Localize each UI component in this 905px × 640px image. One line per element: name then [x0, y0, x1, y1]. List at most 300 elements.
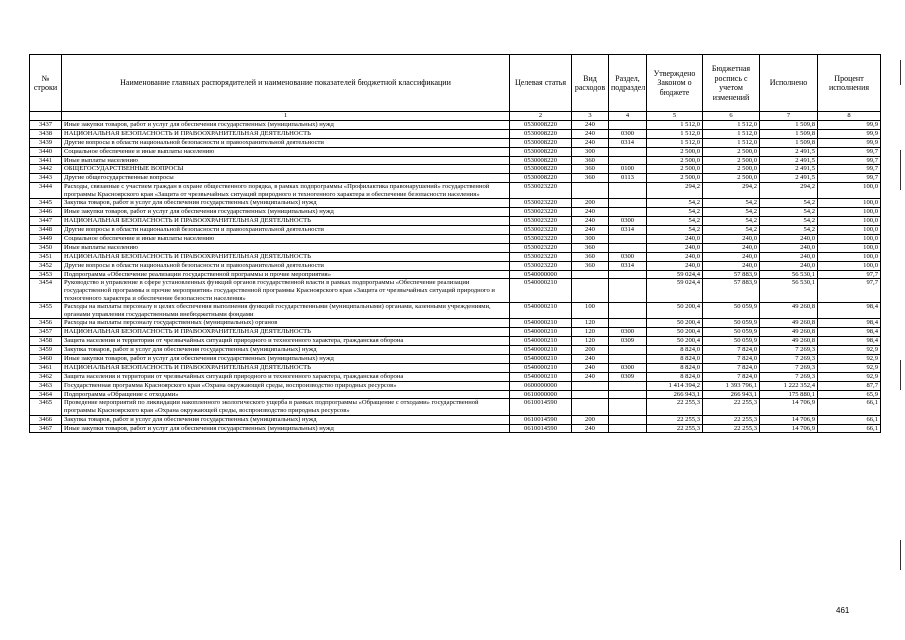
- row-planned: 294,2: [703, 183, 760, 199]
- row-expense-type: [572, 270, 609, 279]
- row-percent: 100,0: [818, 234, 881, 243]
- row-executed: 7 269,3: [760, 354, 818, 363]
- row-number: 3458: [30, 337, 62, 346]
- header-executed: Исполнено: [760, 55, 818, 112]
- row-expense-type: 360: [572, 156, 609, 165]
- row-executed: 54,2: [760, 217, 818, 226]
- row-number: 3453: [30, 270, 62, 279]
- row-executed: 1 509,8: [760, 129, 818, 138]
- row-planned: 1 512,0: [703, 129, 760, 138]
- table-row: [30, 174, 881, 183]
- table-row: [30, 156, 881, 165]
- row-number: 3439: [30, 138, 62, 147]
- row-percent: 92,9: [818, 354, 881, 363]
- row-target-article: 0530023220: [510, 183, 572, 199]
- row-name: Расходы на выплаты персоналу в целях обеспечения выполнения функций государственными (муниципальными) органами, казенными учреждениями, органами управления государственными внебюджетными фондами: [62, 303, 510, 319]
- row-target-article: 0540000210: [510, 363, 572, 372]
- row-percent: 99,7: [818, 165, 881, 174]
- row-approved: 59 024,4: [647, 279, 703, 303]
- scan-edge-line: [900, 150, 901, 190]
- row-section: [609, 147, 647, 156]
- row-planned: 7 824,0: [703, 372, 760, 381]
- row-expense-type: 120: [572, 337, 609, 346]
- row-planned: 1 512,0: [703, 121, 760, 130]
- row-expense-type: 300: [572, 234, 609, 243]
- row-expense-type: 240: [572, 354, 609, 363]
- row-target-article: 0610014590: [510, 415, 572, 424]
- row-approved: 50 200,4: [647, 303, 703, 319]
- row-name: Иные закупки товаров, работ и услуг для обеспечения государственных (муниципальных) нужд: [62, 424, 510, 433]
- table-row: [30, 346, 881, 355]
- table-row: [30, 372, 881, 381]
- page-number: 461: [836, 606, 850, 615]
- row-percent: 100,0: [818, 252, 881, 261]
- row-name: НАЦИОНАЛЬНАЯ БЕЗОПАСНОСТЬ И ПРАВООХРАНИТЕЛЬНАЯ ДЕЯТЕЛЬНОСТЬ: [62, 328, 510, 337]
- row-target-article: 0530023220: [510, 252, 572, 261]
- header-name: Наименование главных распорядителей и наименование показателей бюджетной классификации: [62, 55, 510, 112]
- row-number: 3466: [30, 415, 62, 424]
- row-number: 3438: [30, 129, 62, 138]
- row-executed: 1 509,8: [760, 138, 818, 147]
- row-section: [609, 424, 647, 433]
- row-name: Закупка товаров, работ и услуг для обеспечения государственных (муниципальных) нужд: [62, 415, 510, 424]
- table-row: [30, 399, 881, 415]
- row-name: Проведение мероприятий по ликвидации накопленного экологического ущерба в рамках подпрограммы «Обращение с отходами» государственной программы Красноярского края «Охрана окружающей среды, воспроизводство природных ресурсов»: [62, 399, 510, 415]
- row-name: Другие общегосударственные вопросы: [62, 174, 510, 183]
- row-approved: 8 824,0: [647, 363, 703, 372]
- row-target-article: 0540000000: [510, 270, 572, 279]
- row-expense-type: 120: [572, 319, 609, 328]
- row-section: [609, 270, 647, 279]
- row-approved: 1 414 394,2: [647, 381, 703, 390]
- row-approved: 50 200,4: [647, 337, 703, 346]
- table-row: [30, 328, 881, 337]
- table-row: [30, 243, 881, 252]
- row-approved: 1 512,0: [647, 121, 703, 130]
- row-percent: 99,7: [818, 174, 881, 183]
- budget-execution-table: [29, 54, 881, 433]
- row-section: [609, 279, 647, 303]
- row-section: [609, 346, 647, 355]
- row-target-article: 0530023220: [510, 261, 572, 270]
- row-executed: 49 260,8: [760, 303, 818, 319]
- row-planned: 50 059,9: [703, 303, 760, 319]
- row-section: 0314: [609, 261, 647, 270]
- column-number: 8: [818, 112, 881, 121]
- table-row: [30, 226, 881, 235]
- header-expense-type: Вид расходов: [572, 55, 609, 112]
- row-approved: 294,2: [647, 183, 703, 199]
- row-target-article: 0610014590: [510, 399, 572, 415]
- row-number: 3446: [30, 208, 62, 217]
- row-expense-type: 240: [572, 226, 609, 235]
- row-name: Иные закупки товаров, работ и услуг для обеспечения государственных (муниципальных) нужд: [62, 208, 510, 217]
- row-percent: 98,4: [818, 303, 881, 319]
- row-target-article: 0530008220: [510, 174, 572, 183]
- row-target-article: 0610000000: [510, 390, 572, 399]
- row-percent: 99,7: [818, 147, 881, 156]
- column-number: 4: [609, 112, 647, 121]
- row-expense-type: 120: [572, 328, 609, 337]
- column-number: 7: [760, 112, 818, 121]
- row-target-article: 0530023220: [510, 243, 572, 252]
- row-section: 0300: [609, 363, 647, 372]
- row-planned: 1 512,0: [703, 138, 760, 147]
- row-executed: 56 530,1: [760, 270, 818, 279]
- row-expense-type: 200: [572, 199, 609, 208]
- row-planned: 22 255,3: [703, 415, 760, 424]
- row-approved: 8 824,0: [647, 372, 703, 381]
- row-number: 3449: [30, 234, 62, 243]
- row-planned: 50 059,9: [703, 319, 760, 328]
- row-expense-type: 360: [572, 243, 609, 252]
- column-number: 6: [703, 112, 760, 121]
- row-name: Подпрограмма «Обращение с отходами»: [62, 390, 510, 399]
- row-planned: 240,0: [703, 243, 760, 252]
- row-planned: 1 393 796,1: [703, 381, 760, 390]
- row-expense-type: 240: [572, 121, 609, 130]
- row-number: 3455: [30, 303, 62, 319]
- row-name: НАЦИОНАЛЬНАЯ БЕЗОПАСНОСТЬ И ПРАВООХРАНИТЕЛЬНАЯ ДЕЯТЕЛЬНОСТЬ: [62, 217, 510, 226]
- row-target-article: 0530008220: [510, 147, 572, 156]
- row-planned: 57 883,9: [703, 279, 760, 303]
- row-expense-type: [572, 279, 609, 303]
- table-row: [30, 279, 881, 303]
- row-approved: 240,0: [647, 243, 703, 252]
- row-approved: 22 255,3: [647, 415, 703, 424]
- row-number: 3437: [30, 121, 62, 130]
- column-number: 2: [510, 112, 572, 121]
- budget-table-container: [29, 54, 880, 433]
- row-planned: 22 255,3: [703, 424, 760, 433]
- row-name: Иные закупки товаров, работ и услуг для обеспечения государственных (муниципальных) нужд: [62, 121, 510, 130]
- row-name: Социальное обеспечение и иные выплаты населению: [62, 234, 510, 243]
- row-planned: 2 500,0: [703, 165, 760, 174]
- row-approved: 22 255,3: [647, 424, 703, 433]
- row-executed: 2 491,5: [760, 165, 818, 174]
- row-expense-type: 240: [572, 424, 609, 433]
- row-percent: 66,1: [818, 424, 881, 433]
- row-section: 0309: [609, 337, 647, 346]
- table-row: [30, 165, 881, 174]
- table-row: [30, 199, 881, 208]
- row-number: 3457: [30, 328, 62, 337]
- row-name: Социальное обеспечение и иные выплаты населению: [62, 147, 510, 156]
- row-percent: 100,0: [818, 208, 881, 217]
- row-approved: 2 500,0: [647, 147, 703, 156]
- row-target-article: 0530008220: [510, 156, 572, 165]
- header-target-article: Целевая статья: [510, 55, 572, 112]
- row-name: Подпрограмма «Обеспечение реализации государственной программы и прочие мероприятия»: [62, 270, 510, 279]
- row-number: 3443: [30, 174, 62, 183]
- row-section: [609, 399, 647, 415]
- table-row: [30, 381, 881, 390]
- row-executed: 49 260,8: [760, 319, 818, 328]
- column-number: 1: [62, 112, 510, 121]
- row-number: 3442: [30, 165, 62, 174]
- row-target-article: 0530008220: [510, 138, 572, 147]
- row-percent: 97,7: [818, 279, 881, 303]
- row-expense-type: 100: [572, 303, 609, 319]
- row-approved: 240,0: [647, 234, 703, 243]
- row-target-article: 0540000210: [510, 328, 572, 337]
- table-row: [30, 270, 881, 279]
- row-executed: 2 491,5: [760, 174, 818, 183]
- column-number-blank: [30, 112, 62, 121]
- row-executed: 7 269,3: [760, 372, 818, 381]
- row-target-article: 0530023220: [510, 234, 572, 243]
- row-target-article: 0530008220: [510, 121, 572, 130]
- row-target-article: 0530023220: [510, 226, 572, 235]
- table-row: [30, 415, 881, 424]
- row-executed: 54,2: [760, 199, 818, 208]
- table-row: [30, 303, 881, 319]
- row-percent: 100,0: [818, 261, 881, 270]
- row-percent: 100,0: [818, 243, 881, 252]
- row-target-article: 0540000210: [510, 303, 572, 319]
- row-number: 3444: [30, 183, 62, 199]
- row-target-article: 0530008220: [510, 165, 572, 174]
- row-expense-type: 360: [572, 261, 609, 270]
- row-name: НАЦИОНАЛЬНАЯ БЕЗОПАСНОСТЬ И ПРАВООХРАНИТЕЛЬНАЯ ДЕЯТЕЛЬНОСТЬ: [62, 363, 510, 372]
- column-number: 3: [572, 112, 609, 121]
- row-percent: 97,7: [818, 270, 881, 279]
- row-percent: 100,0: [818, 183, 881, 199]
- scan-edge-line: [900, 60, 901, 85]
- row-name: Государственная программа Красноярского края «Охрана окружающей среды, воспроизводство природных ресурсов»: [62, 381, 510, 390]
- row-number: 3463: [30, 381, 62, 390]
- row-approved: 240,0: [647, 252, 703, 261]
- row-executed: 2 491,5: [760, 156, 818, 165]
- row-expense-type: 360: [572, 252, 609, 261]
- row-number: 3448: [30, 226, 62, 235]
- row-section: 0300: [609, 328, 647, 337]
- row-planned: 266 943,1: [703, 390, 760, 399]
- row-expense-type: 240: [572, 363, 609, 372]
- row-approved: 2 500,0: [647, 156, 703, 165]
- row-section: 0309: [609, 372, 647, 381]
- header-row-number: № строки: [30, 55, 62, 112]
- row-target-article: 0540000210: [510, 279, 572, 303]
- row-planned: 7 824,0: [703, 346, 760, 355]
- row-number: 3461: [30, 363, 62, 372]
- header-section: Раздел, подраздел: [609, 55, 647, 112]
- table-row: [30, 208, 881, 217]
- row-planned: 7 824,0: [703, 363, 760, 372]
- table-row: [30, 424, 881, 433]
- row-approved: 54,2: [647, 217, 703, 226]
- row-number: 3456: [30, 319, 62, 328]
- row-name: ОБЩЕГОСУДАРСТВЕННЫЕ ВОПРОСЫ: [62, 165, 510, 174]
- row-executed: 7 269,3: [760, 363, 818, 372]
- row-number: 3451: [30, 252, 62, 261]
- row-name: Расходы на выплаты персоналу государственных (муниципальных) органов: [62, 319, 510, 328]
- row-percent: 99,7: [818, 156, 881, 165]
- table-row: [30, 138, 881, 147]
- row-name: Другие вопросы в области национальной безопасности и правоохранительной деятельности: [62, 261, 510, 270]
- row-executed: 1 222 352,4: [760, 381, 818, 390]
- row-approved: 266 943,1: [647, 390, 703, 399]
- row-section: 0314: [609, 226, 647, 235]
- row-section: 0300: [609, 252, 647, 261]
- row-percent: 92,9: [818, 346, 881, 355]
- row-number: 3454: [30, 279, 62, 303]
- row-name: Расходы, связанные с участием граждан в охране общественного порядка, в рамках подпрограммы «Профилактика правонарушений» государственной программы Красноярского края «Защита от чрезвычайных ситуаций природного и техногенного характера и обеспечение безопасности населения»: [62, 183, 510, 199]
- table-row: [30, 183, 881, 199]
- row-expense-type: 240: [572, 138, 609, 147]
- row-planned: 54,2: [703, 208, 760, 217]
- row-section: 0314: [609, 138, 647, 147]
- row-expense-type: 240: [572, 372, 609, 381]
- row-planned: 50 059,9: [703, 328, 760, 337]
- row-planned: 2 500,0: [703, 156, 760, 165]
- row-section: [609, 415, 647, 424]
- row-executed: 14 706,9: [760, 424, 818, 433]
- row-executed: 7 269,3: [760, 346, 818, 355]
- row-executed: 294,2: [760, 183, 818, 199]
- row-expense-type: 200: [572, 415, 609, 424]
- row-planned: 50 059,9: [703, 337, 760, 346]
- row-target-article: 0530023220: [510, 217, 572, 226]
- row-executed: 1 509,8: [760, 121, 818, 130]
- row-approved: 1 512,0: [647, 129, 703, 138]
- row-executed: 49 260,8: [760, 337, 818, 346]
- row-section: 0300: [609, 129, 647, 138]
- table-row: [30, 234, 881, 243]
- row-percent: 92,9: [818, 363, 881, 372]
- row-target-article: 0540000210: [510, 346, 572, 355]
- row-number: 3459: [30, 346, 62, 355]
- row-section: [609, 303, 647, 319]
- table-row: [30, 252, 881, 261]
- table-row: [30, 363, 881, 372]
- row-target-article: 0530023220: [510, 199, 572, 208]
- row-expense-type: 360: [572, 165, 609, 174]
- row-target-article: 0540000210: [510, 372, 572, 381]
- row-number: 3464: [30, 390, 62, 399]
- row-section: [609, 243, 647, 252]
- row-name: Иные закупки товаров, работ и услуг для обеспечения государственных (муниципальных) нужд: [62, 354, 510, 363]
- row-section: [609, 234, 647, 243]
- row-percent: 99,9: [818, 121, 881, 130]
- row-percent: 100,0: [818, 199, 881, 208]
- row-name: НАЦИОНАЛЬНАЯ БЕЗОПАСНОСТЬ И ПРАВООХРАНИТЕЛЬНАЯ ДЕЯТЕЛЬНОСТЬ: [62, 129, 510, 138]
- row-section: 0300: [609, 217, 647, 226]
- row-section: [609, 121, 647, 130]
- row-name: Другие вопросы в области национальной безопасности и правоохранительной деятельности: [62, 138, 510, 147]
- row-planned: 240,0: [703, 252, 760, 261]
- row-section: [609, 381, 647, 390]
- row-executed: 14 706,9: [760, 399, 818, 415]
- row-executed: 175 880,1: [760, 390, 818, 399]
- row-planned: 54,2: [703, 199, 760, 208]
- row-expense-type: 240: [572, 129, 609, 138]
- row-executed: 49 260,8: [760, 328, 818, 337]
- table-body: [30, 121, 881, 433]
- header-percent: Процент исполнения: [818, 55, 881, 112]
- row-expense-type: 240: [572, 217, 609, 226]
- row-name: Другие вопросы в области национальной безопасности и правоохранительной деятельности: [62, 226, 510, 235]
- row-planned: 57 883,9: [703, 270, 760, 279]
- row-approved: 2 500,0: [647, 165, 703, 174]
- row-approved: 50 200,4: [647, 319, 703, 328]
- row-planned: 22 255,3: [703, 399, 760, 415]
- row-approved: 59 024,4: [647, 270, 703, 279]
- column-number-row: [30, 112, 881, 121]
- row-section: [609, 354, 647, 363]
- table-row: [30, 217, 881, 226]
- row-percent: 92,9: [818, 372, 881, 381]
- scan-edge-line: [900, 540, 901, 570]
- row-number: 3447: [30, 217, 62, 226]
- row-executed: 14 706,9: [760, 415, 818, 424]
- row-approved: 1 512,0: [647, 138, 703, 147]
- table-row: [30, 354, 881, 363]
- row-percent: 98,4: [818, 328, 881, 337]
- row-section: 0100: [609, 165, 647, 174]
- row-percent: 98,4: [818, 337, 881, 346]
- row-section: [609, 156, 647, 165]
- row-percent: 99,9: [818, 138, 881, 147]
- row-planned: 54,2: [703, 217, 760, 226]
- row-expense-type: [572, 399, 609, 415]
- row-percent: 65,9: [818, 390, 881, 399]
- row-approved: 50 200,4: [647, 328, 703, 337]
- row-approved: 54,2: [647, 226, 703, 235]
- row-expense-type: [572, 183, 609, 199]
- column-number: 5: [647, 112, 703, 121]
- row-number: 3450: [30, 243, 62, 252]
- table-row: [30, 390, 881, 399]
- row-executed: 54,2: [760, 226, 818, 235]
- row-percent: 100,0: [818, 226, 881, 235]
- row-percent: 66,1: [818, 415, 881, 424]
- row-executed: 54,2: [760, 208, 818, 217]
- row-target-article: 0540000210: [510, 354, 572, 363]
- row-number: 3462: [30, 372, 62, 381]
- table-row: [30, 121, 881, 130]
- row-expense-type: 300: [572, 147, 609, 156]
- table-row: [30, 337, 881, 346]
- header-planned: Бюджетная роспись с учетом изменений: [703, 55, 760, 112]
- row-percent: 100,0: [818, 217, 881, 226]
- row-approved: 8 824,0: [647, 346, 703, 355]
- row-section: [609, 208, 647, 217]
- row-number: 3441: [30, 156, 62, 165]
- row-approved: 8 824,0: [647, 354, 703, 363]
- row-planned: 54,2: [703, 226, 760, 235]
- row-number: 3440: [30, 147, 62, 156]
- row-target-article: 0530023220: [510, 208, 572, 217]
- row-name: Закупка товаров, работ и услуг для обеспечения государственных (муниципальных) нужд: [62, 346, 510, 355]
- row-approved: 22 255,3: [647, 399, 703, 415]
- row-section: [609, 319, 647, 328]
- row-percent: 99,9: [818, 129, 881, 138]
- row-name: Защита населения и территории от чрезвычайных ситуаций природного и техногенного характера, гражданская оборона: [62, 337, 510, 346]
- row-planned: 240,0: [703, 261, 760, 270]
- row-target-article: 0540000210: [510, 319, 572, 328]
- row-percent: 98,4: [818, 319, 881, 328]
- row-approved: 54,2: [647, 199, 703, 208]
- row-name: Защита населения и территории от чрезвычайных ситуаций природного и техногенного характера, гражданская оборона: [62, 372, 510, 381]
- row-planned: 240,0: [703, 234, 760, 243]
- row-expense-type: 360: [572, 174, 609, 183]
- row-expense-type: 200: [572, 346, 609, 355]
- row-section: [609, 199, 647, 208]
- row-section: 0113: [609, 174, 647, 183]
- row-name: Иные выплаты населению: [62, 243, 510, 252]
- header-approved: Утверждено Законом о бюджете: [647, 55, 703, 112]
